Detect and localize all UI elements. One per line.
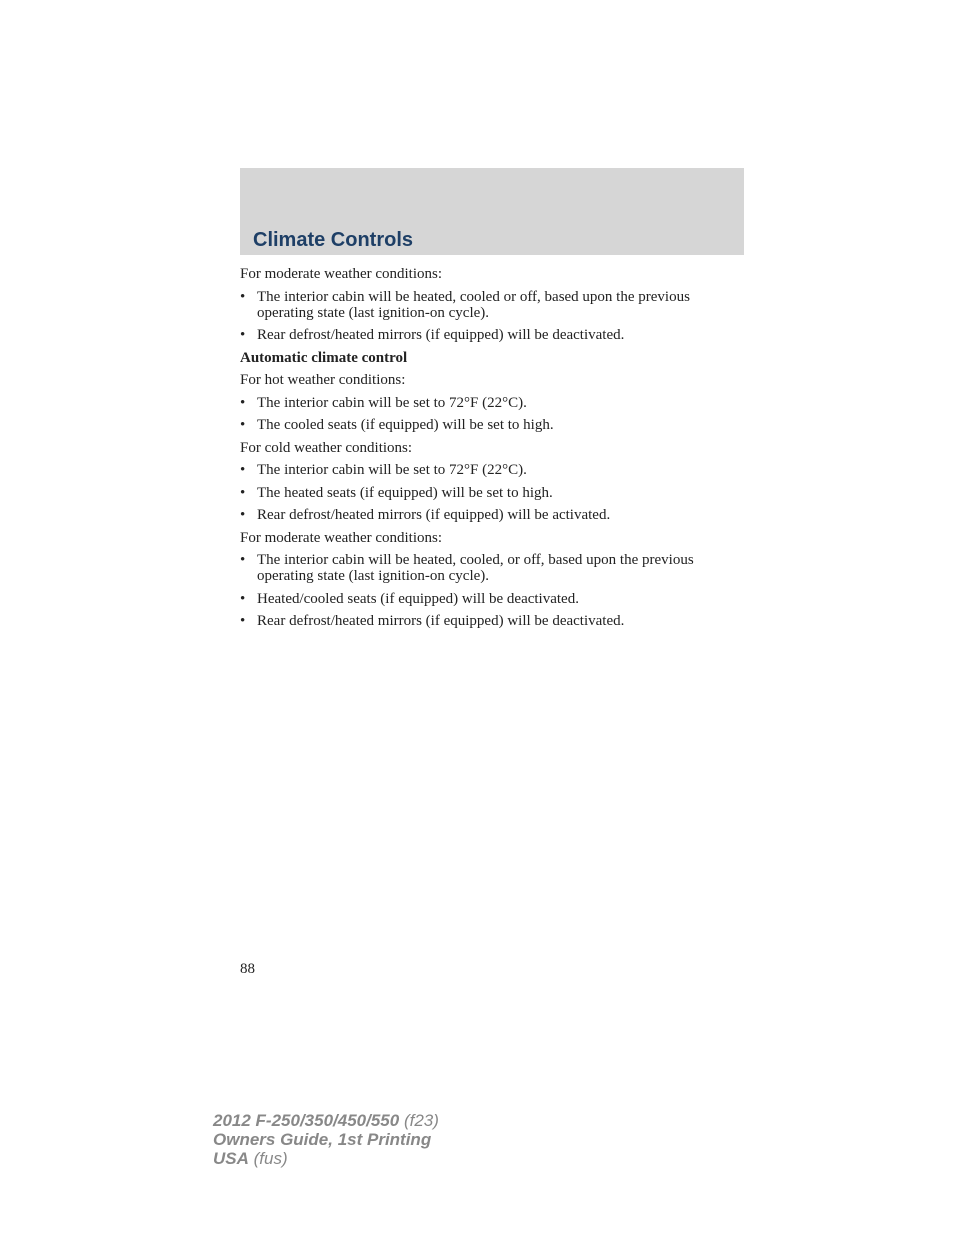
paragraph-moderate-weather-2: For moderate weather conditions: (240, 529, 443, 546)
list-item-text: Heated/cooled seats (if equipped) will be deactivated. (257, 590, 579, 607)
list-item (240, 462, 744, 478)
bullet-icon: • (240, 484, 246, 501)
list-item-text: The interior cabin will be set to 72°F (22°C). (257, 394, 527, 411)
footer-line-guide (213, 1130, 439, 1149)
paragraph-hot-weather: For hot weather conditions: (240, 372, 406, 388)
footer-region: USA (213, 1149, 249, 1168)
list-item (240, 485, 744, 501)
bullet-icon: • (240, 327, 246, 343)
list-item-text: The interior cabin will be set to 72°F (22°C). (257, 462, 527, 478)
list-item-text: Rear defrost/heated mirrors (if equipped) will be deactivated. (257, 613, 625, 629)
bullet-icon: • (240, 507, 246, 523)
list-item-text: Rear defrost/heated mirrors (if equipped) will be deactivated. (257, 327, 625, 343)
list-item-text: The interior cabin will be heated, cooled or off, based upon the previous operating state (last ignition-on cycle). (257, 288, 690, 321)
footer-model-code: (f23) (403, 1111, 439, 1130)
section-header-band (240, 168, 744, 255)
list-item-text: Rear defrost/heated mirrors (if equipped) will be activated. (257, 507, 611, 523)
bullet-icon: • (240, 590, 246, 607)
list-item (240, 417, 744, 433)
section-title: Climate Controls (253, 229, 414, 251)
bullet-icon: • (240, 394, 246, 411)
footer-guide: Owners Guide, 1st Printing (213, 1130, 432, 1149)
page-number: 88 (240, 961, 255, 977)
footer-line-region (213, 1149, 439, 1168)
list-item-text: The heated seats (if equipped) will be set to high. (257, 484, 553, 501)
list-item-text: The interior cabin will be heated, cooled, or off, based upon the previous operating state (last ignition-on cycle). (257, 552, 694, 584)
footer-model: 2012 F-250/350/450/550 (213, 1111, 400, 1130)
footer-line-model (213, 1111, 439, 1130)
paragraph-moderate-weather-1: For moderate weather conditions: (240, 266, 443, 282)
list-item (240, 552, 744, 584)
list-item-text: The cooled seats (if equipped) will be set to high. (257, 417, 554, 433)
subheading-automatic-climate-control: Automatic climate control (240, 349, 408, 366)
page-content (240, 266, 744, 636)
bullet-icon: • (240, 288, 246, 305)
list-item (240, 395, 744, 411)
bullet-icon: • (240, 613, 246, 629)
bullet-icon: • (240, 417, 246, 433)
bullet-icon: • (240, 552, 246, 568)
list-item (240, 591, 744, 607)
document-footer (213, 1111, 439, 1168)
paragraph-cold-weather: For cold weather conditions: (240, 439, 413, 456)
footer-region-code: (fus) (253, 1149, 288, 1168)
list-item (240, 327, 744, 343)
list-item (240, 613, 744, 629)
list-item (240, 507, 744, 523)
bullet-icon: • (240, 462, 246, 478)
list-item (240, 289, 744, 321)
